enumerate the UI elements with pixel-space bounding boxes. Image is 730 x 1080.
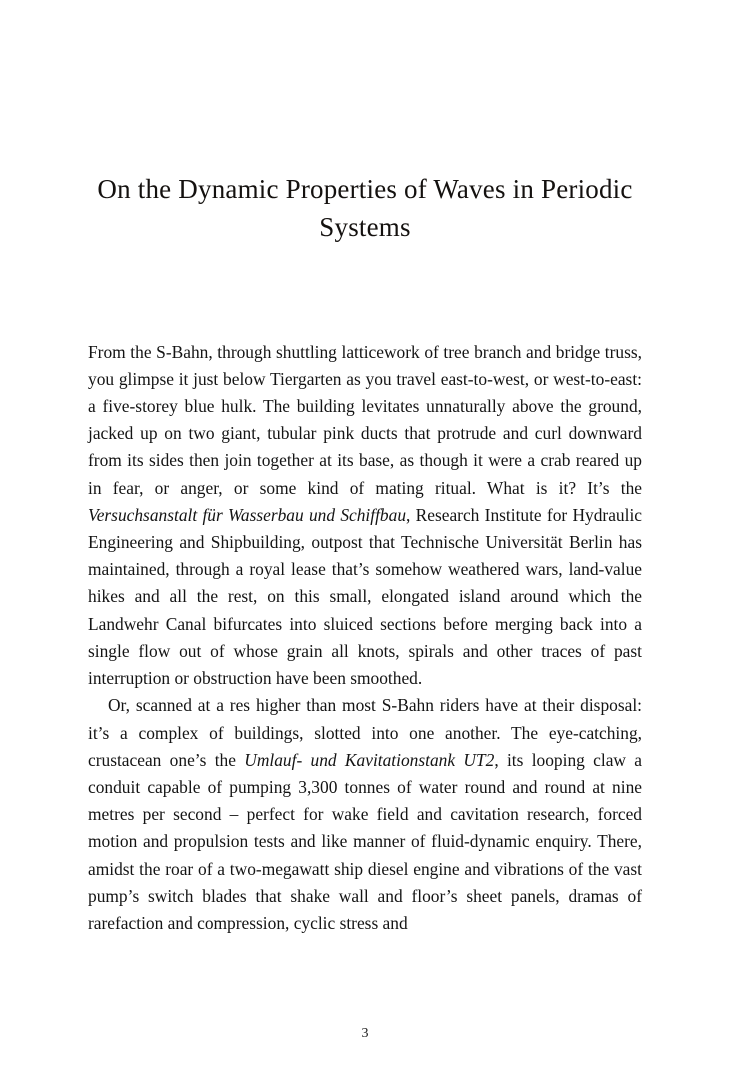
italic-term: Umlauf- und Kavitationstank UT2	[244, 749, 495, 770]
text-run: From the S-Bahn, through shuttling latticework of tree branch and bridge truss, you glimpse it just below Tiergarten as you travel east-to-west, or west-to-east: a five-storey blue hulk. The building levitates unnaturally above the ground, jacked up on two giant, tubular pink ducts that protrude and curl downward from its sides then join together at its base, as though it were a crab reared up in fear, or anger, or some kind of mating ritual. What is it? It’s the	[88, 341, 642, 498]
page-number: 3	[361, 1026, 369, 1041]
body-text	[88, 339, 642, 937]
text-run: , its looping claw a conduit capable of pumping 3,300 tonnes of water round and round at nine metres per second – perfect for wake field and cavitation research, forced motion and propulsion tests and like manner of fluid-dynamic enquiry. There, amidst the roar of a two-megawatt ship diesel engine and vibrations of the vast pump’s switch blades that shake wall and floor’s sheet panels, dramas of rarefaction and compression, cyclic stress and	[88, 749, 643, 933]
italic-term: Versuchsanstalt für Wasserbau und Schiffbau	[88, 504, 407, 525]
paragraph	[88, 339, 642, 693]
page-title: On the Dynamic Properties of Waves in Periodic Systems	[97, 174, 633, 243]
paragraph	[88, 692, 642, 937]
text-run: , Research Institute for Hydraulic Engineering and Shipbuilding, outpost that Technische Universität Berlin has maintained, through a royal lease that’s somehow weathered wars, land-value hikes and all the rest, on this small, elongated island around which the Landwehr Canal bifurcates into sluiced sections before merging back into a single flow out of whose grain all knots, spirals and other traces of past interruption or obstruction have been smoothed.	[88, 504, 642, 689]
text-run: Or, scanned at a res higher than most S-Bahn riders have at their disposal: it’s a complex of buildings, slotted into one another. The eye-catching, crustacean one’s the	[88, 695, 642, 770]
